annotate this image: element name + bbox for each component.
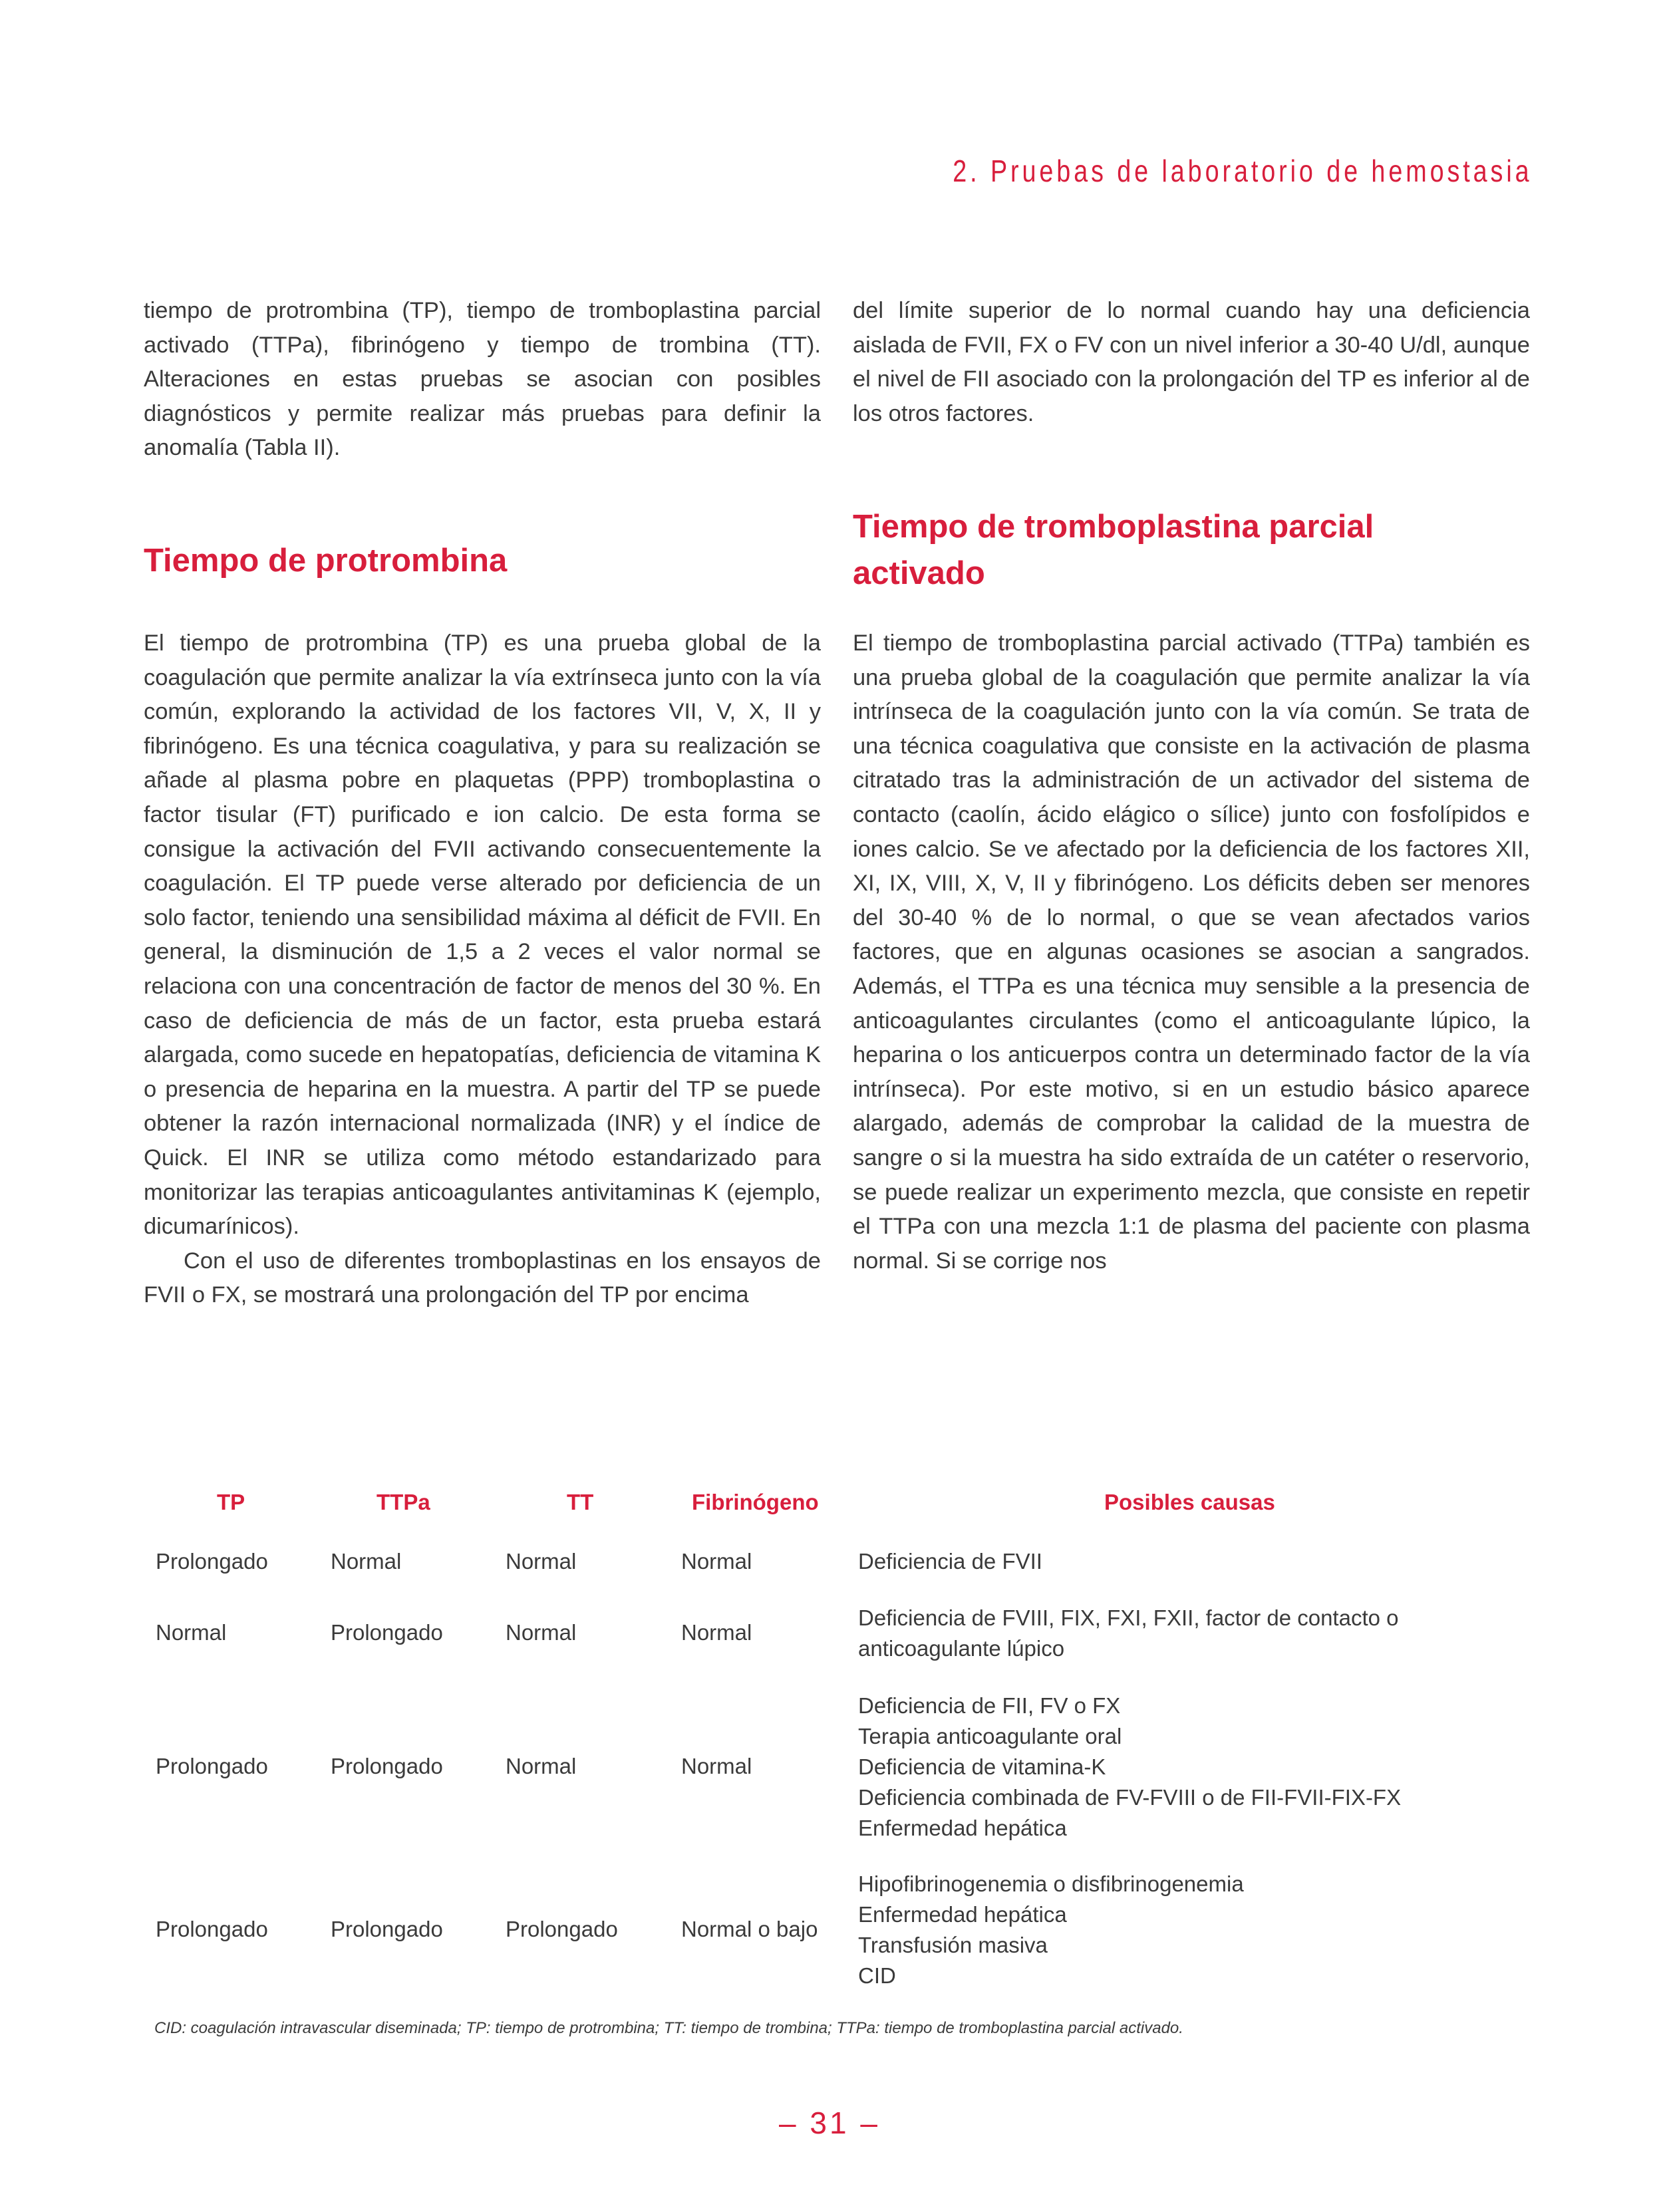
- protrombina-paragraph-1: El tiempo de protrombina (TP) es una prueba global de la coagulación que permite analizar la vía extrínseca junto con la vía común, explorando la actividad de los factores VII, V, X, II y fibrinógeno. Es una técnica coagulativa, y para su realización se añade al plasma pobre en plaquetas (PPP) tromboplastina o factor tisular (FT) purificado e ion calcio. De esta forma se consigue la activación del FVII activando consecuentemente la coagulación. El TP puede verse alterado por deficiencia de un solo factor, teniendo una sensibilidad máxima al déficit de FVII. En general, la disminución de 1,5 a 2 veces el valor normal se relaciona con una concentración de factor de menos del 30 %. En caso de deficiencia de más de un factor, esta prueba estará alargada, como sucede en hepatopatías, deficiencia de vitamina K o presencia de heparina en la muestra. A partir del TP se puede obtener la razón internacional normalizada (INR) y el índice de Quick. El INR se utiliza como método estandarizado para monitorizar las terapias anticoagulantes antivitaminas K (ejemplo, dicumarínicos).: [144, 630, 821, 1240]
- table-cell-ttpa: Prolongado: [331, 1754, 443, 1778]
- table-cell-tp: Prolongado: [156, 1754, 268, 1778]
- cause-line: Deficiencia de FVII: [858, 1549, 1042, 1574]
- table-cell-fibrinogeno: Normal: [681, 1549, 752, 1574]
- table-header-ttpa: TTPa: [377, 1490, 430, 1514]
- running-header: 2. Pruebas de laboratorio de hemostasia: [953, 154, 1533, 188]
- table-cell-tt: Normal: [506, 1754, 577, 1778]
- table-footnote: CID: coagulación intravascular diseminada; TP: tiempo de protrombina; TT: tiempo de trombina; TTPa: tiempo de tromboplastina parcial activado.: [154, 2019, 1183, 2037]
- cause-line: Enfermedad hepática: [858, 1902, 1067, 1927]
- table-header-causas: Posibles causas: [1104, 1490, 1275, 1514]
- table-header-tt: TT: [567, 1490, 594, 1514]
- cause-line: Transfusión masiva: [858, 1933, 1048, 1957]
- table-cell-tt: Prolongado: [506, 1917, 618, 1941]
- table-cell-tp: Prolongado: [156, 1549, 268, 1574]
- section-heading-ttpa-line-2: activado: [853, 555, 985, 591]
- cause-line: Deficiencia de FVIII, FIX, FXI, FXII, factor de contacto o: [858, 1605, 1399, 1630]
- table-cell-tp: Normal: [156, 1620, 227, 1645]
- cause-line: Deficiencia combinada de FV-FVIII o de FII-FVII-FIX-FX: [858, 1785, 1402, 1810]
- table-cell-tt: Normal: [506, 1620, 577, 1645]
- left-column-body: [144, 626, 821, 1313]
- table-header-tp: TP: [217, 1490, 245, 1514]
- table-cell-causas: [858, 1546, 1042, 1577]
- right-intro-paragraph: del límite superior de lo normal cuando hay una deficiencia aislada de FVII, FX o FV con un nivel inferior a 30-40 U/dl, aunque el nivel de FII asociado con la prolongación del TP es inferior al de los otros factores.: [853, 298, 1530, 426]
- table-cell-causas: [858, 1691, 1401, 1844]
- ttpa-paragraph-1: El tiempo de tromboplastina parcial activado (TTPa) también es una prueba global de la coagulación que permite analizar la vía intrínseca de la coagulación junto con la vía común. Se trata de una técnica coagulativa que consiste en la activación de plasma citratado tras la administración de un activador del sistema de contacto (caolín, ácido elágico o sílice) junto con fosfolípidos e iones calcio. Se ve afectado por la deficiencia de los factores XII, XI, IX, VIII, X, V, II y fibrinógeno. Los déficits deben ser menores del 30-40 % de lo normal, o que se vean afectados varios factores, que en algunas ocasiones se asocian a sangrados. Además, el TTPa es una técnica muy sensible a la presencia de anticoagulantes circulantes (como el anticoagulante lúpico, la heparina o los anticuerpos contra un determinado factor de la vía intrínseca). Por este motivo, si en un estudio básico aparece alargado, además de comprobar la calidad de la muestra de sangre o si la muestra ha sido extraída de un catéter o reservorio, se puede realizar un experimento mezcla, que consiste en repetir el TTPa con una mezcla 1:1 de plasma del paciente con plasma normal. Si se corrige nos: [853, 630, 1530, 1274]
- table-cell-tp: Prolongado: [156, 1917, 268, 1941]
- left-intro-paragraph: tiempo de protrombina (TP), tiempo de tromboplastina parcial activado (TTPa), fibrinógeno y tiempo de trombina (TT). Alteraciones en estas pruebas se asocian con posibles diagnósticos y permite realizar más pruebas para definir la anomalía (Tabla II).: [144, 298, 821, 461]
- table-cell-ttpa: Prolongado: [331, 1917, 443, 1941]
- cause-line: Terapia anticoagulante oral: [858, 1724, 1122, 1748]
- table-cell-fibrinogeno: Normal: [681, 1754, 752, 1778]
- table-cell-causas: [858, 1869, 1244, 1991]
- section-heading-ttpa: [853, 503, 1374, 597]
- cause-line: Deficiencia de vitamina-K: [858, 1754, 1106, 1779]
- table-cell-ttpa: Prolongado: [331, 1620, 443, 1645]
- section-heading-protrombina: Tiempo de protrombina: [144, 543, 508, 579]
- section-heading-ttpa-line-1: Tiempo de tromboplastina parcial: [853, 509, 1374, 545]
- cause-line: Enfermedad hepática: [858, 1816, 1067, 1840]
- table-cell-fibrinogeno: Normal o bajo: [681, 1917, 818, 1941]
- table-cell-fibrinogeno: Normal: [681, 1620, 752, 1645]
- table-cell-causas: [858, 1603, 1399, 1664]
- cause-line: Deficiencia de FII, FV o FX: [858, 1693, 1121, 1718]
- cause-line: anticoagulante lúpico: [858, 1636, 1065, 1661]
- right-column-intro: [853, 294, 1530, 431]
- cause-line: Hipofibrinogenemia o disfibrinogenemia: [858, 1871, 1244, 1896]
- table-cell-tt: Normal: [506, 1549, 577, 1574]
- right-column-body: [853, 626, 1530, 1278]
- table-cell-ttpa: Normal: [331, 1549, 402, 1574]
- page-number: – 31 –: [779, 2106, 880, 2140]
- table-header-fibrinogeno: Fibrinógeno: [692, 1490, 819, 1514]
- protrombina-paragraph-2: Con el uso de diferentes tromboplastinas en los ensayos de FVII o FX, se mostrará una prolongación del TP por encima: [144, 1248, 821, 1308]
- cause-line: CID: [858, 1963, 896, 1988]
- left-column-intro: [144, 294, 821, 466]
